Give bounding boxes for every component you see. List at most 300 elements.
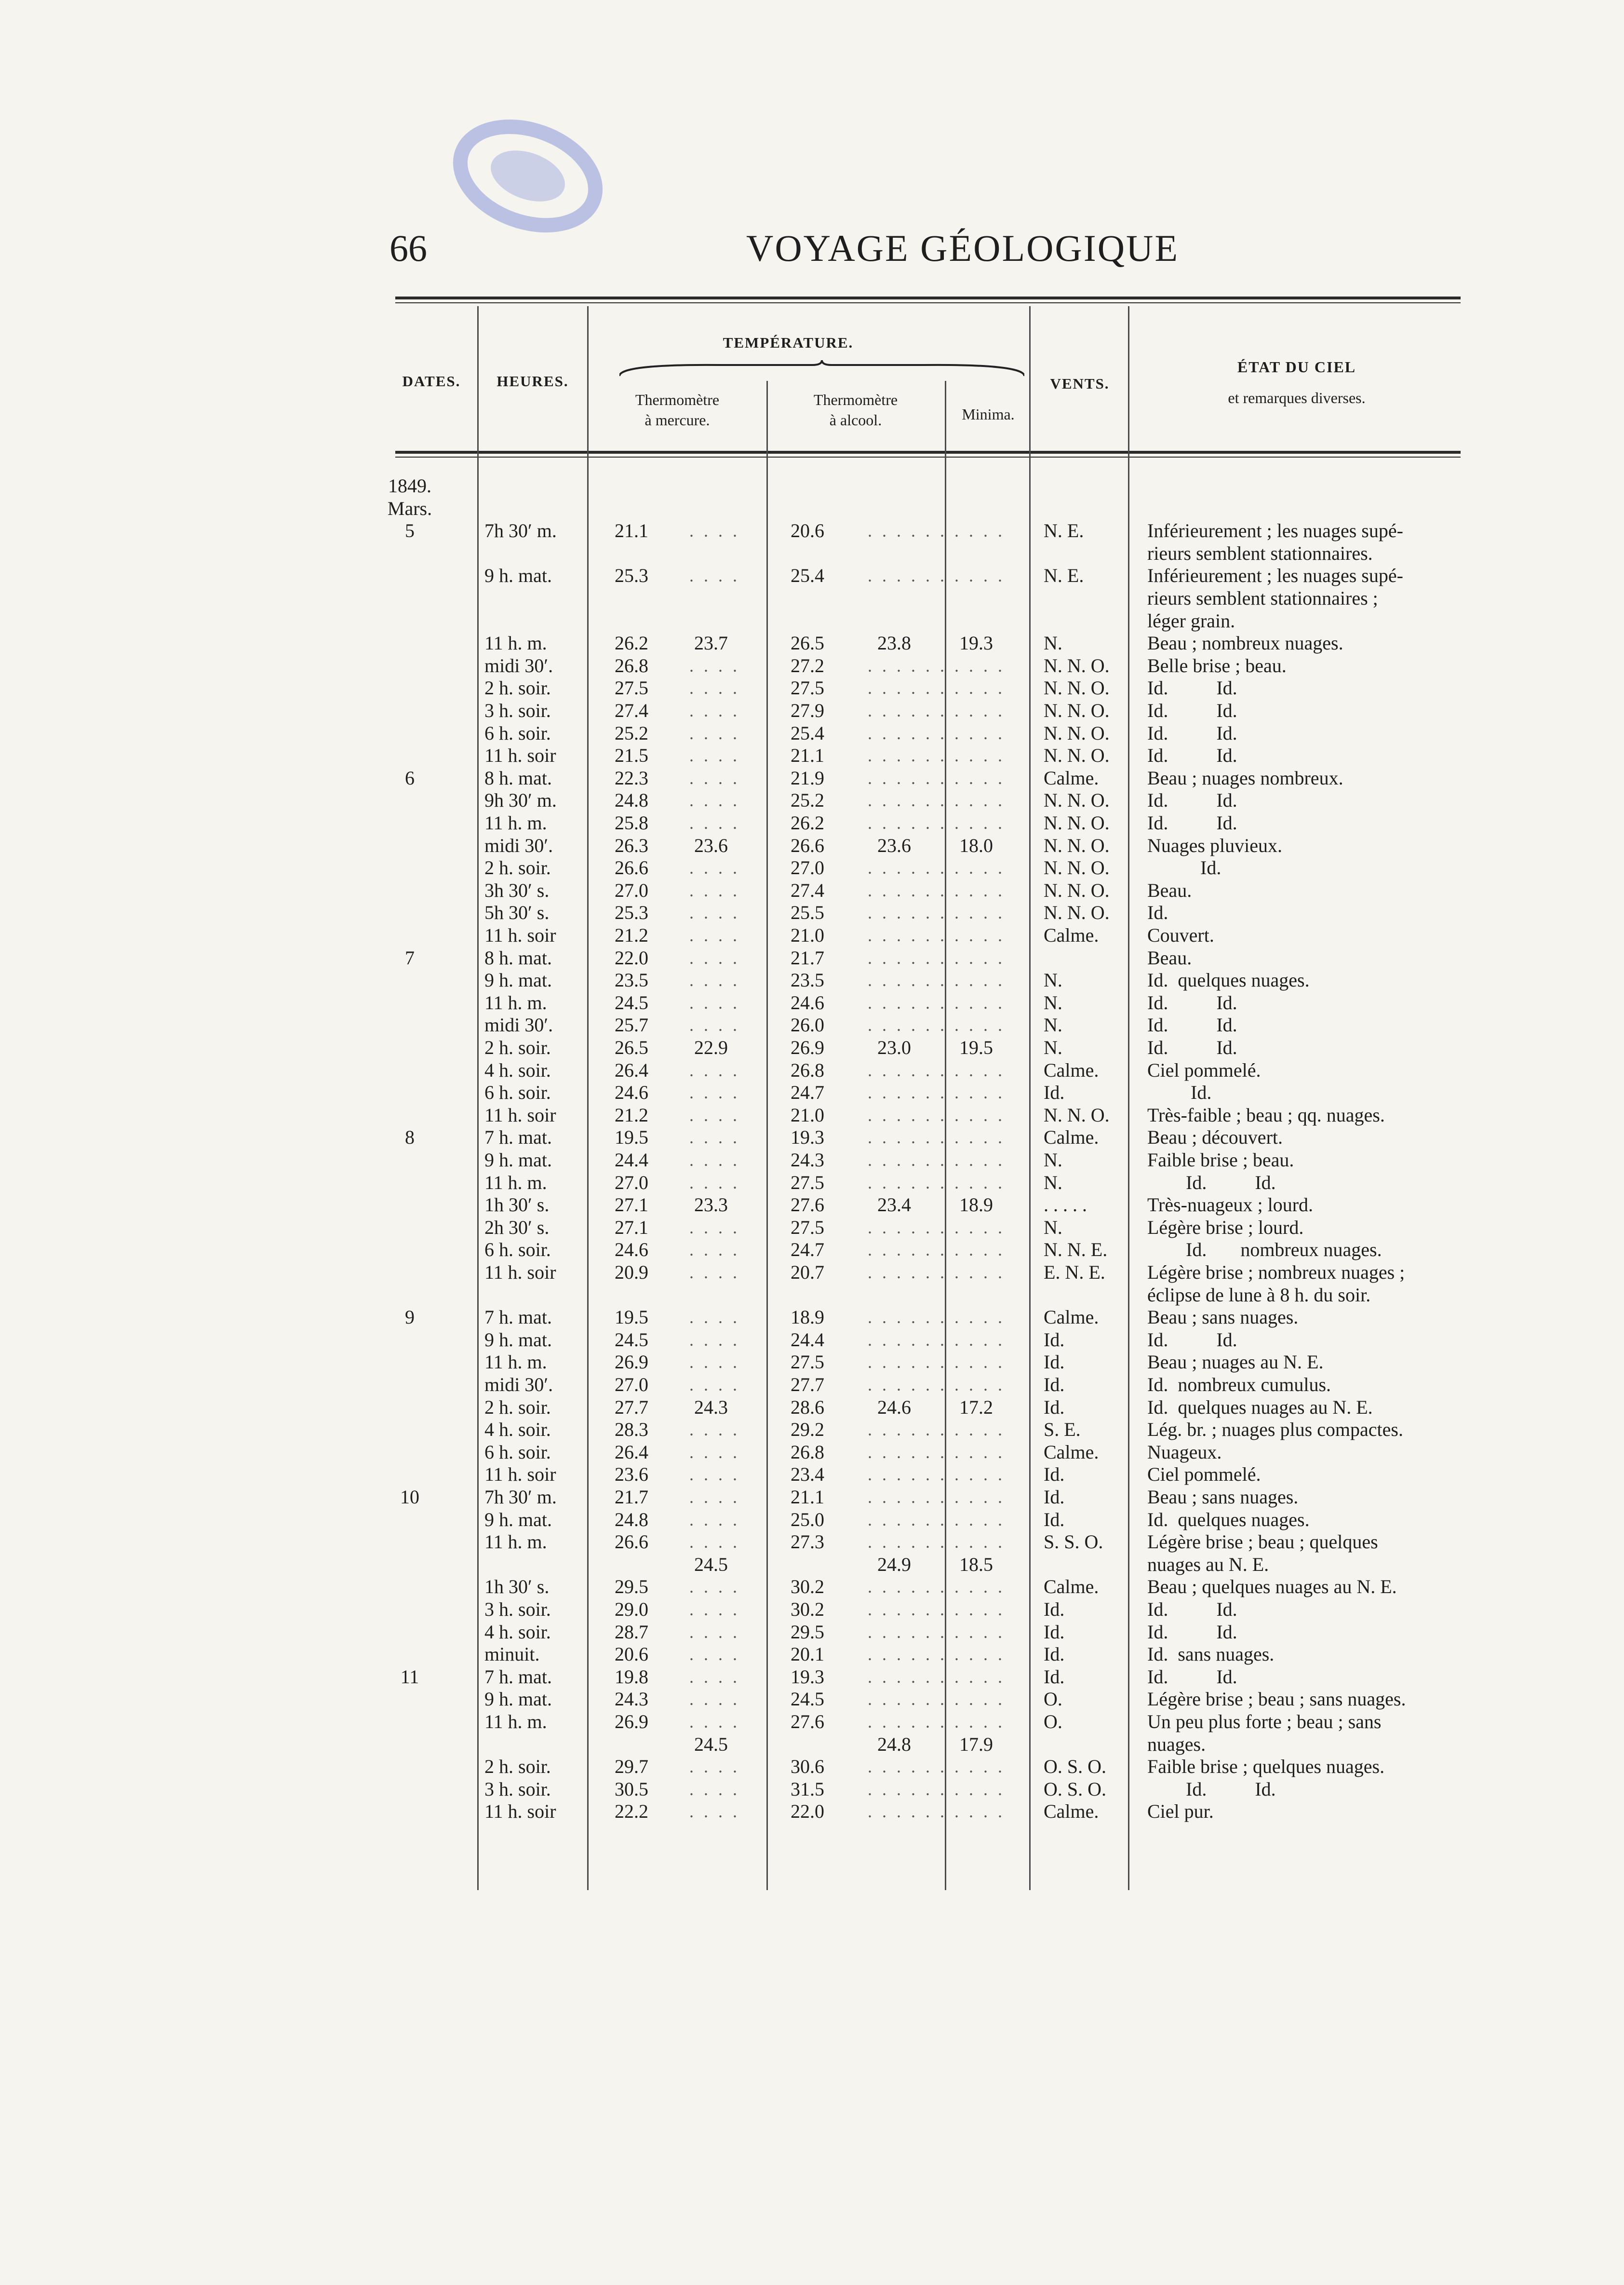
cell-mercure: 26.4	[615, 1059, 648, 1081]
cell-heure: 7 h. mat.	[484, 1126, 552, 1149]
cell-heure: midi 30′.	[484, 1374, 553, 1395]
cell-heure: 7h 30′ m.	[484, 1486, 557, 1508]
cell-vent: Id.	[1044, 1643, 1065, 1665]
cell-mercure-moyenne: 23.7	[694, 632, 728, 654]
cell-mercure-moyenne: 23.6	[694, 834, 728, 856]
cell-heure: 5h 30′ s.	[484, 902, 550, 924]
cell-vent: N.	[1044, 1216, 1062, 1238]
cell-heure: 11 h. soir	[484, 1261, 556, 1283]
cell-mercure-moyenne: 24.3	[694, 1396, 728, 1418]
leader-dots: . . . .	[689, 1263, 740, 1282]
cell-mercure: 24.4	[615, 1149, 648, 1171]
cell-mercure: 24.8	[615, 1508, 648, 1530]
page-number: 66	[389, 227, 427, 269]
cell-heure: 3 h. soir.	[484, 1778, 551, 1800]
cell-alcool: 25.0	[791, 1508, 824, 1530]
cell-heure: 6 h. soir.	[484, 1082, 551, 1104]
cell-etat: Ciel pur.	[1147, 1800, 1214, 1823]
cell-alcool: 27.2	[791, 654, 824, 676]
cell-etat: Beau ; sans nuages.	[1147, 1486, 1299, 1508]
cell-etat: Id.	[1147, 857, 1221, 879]
cell-heure: 1h 30′ s.	[484, 1576, 550, 1598]
cell-mercure: 29.5	[615, 1576, 648, 1598]
leader-dots: . . . . . . . . . .	[868, 1712, 1005, 1731]
cell-mercure: 24.3	[615, 1688, 648, 1710]
weather-table	[381, 475, 1470, 1873]
cell-minima: 17.9	[959, 1733, 993, 1755]
cell-vent: Id.	[1044, 1508, 1065, 1530]
cell-heure: 8 h. mat.	[484, 767, 552, 789]
cell-alcool: 26.0	[791, 1014, 824, 1036]
cell-heure: 8 h. mat.	[484, 946, 552, 969]
cell-alcool: 24.3	[791, 1149, 824, 1171]
cell-alcool: 24.4	[791, 1328, 824, 1351]
cell-heure: 9 h. mat.	[484, 1508, 552, 1530]
cell-etat: nuages.	[1147, 1733, 1206, 1755]
cell-alcool: 26.8	[791, 1059, 824, 1081]
leader-dots: . . . .	[689, 926, 740, 945]
cell-heure: 3 h. soir.	[484, 700, 551, 721]
col-header-dates: DATES.	[402, 373, 461, 390]
leader-dots: . . . . . . . . . .	[868, 1487, 1005, 1507]
cell-heure: 2 h. soir.	[484, 1037, 551, 1058]
cell-etat: nuages au N. E.	[1147, 1553, 1269, 1575]
cell-alcool: 24.7	[791, 1239, 824, 1261]
cell-etat: Id. Id.	[1147, 1665, 1237, 1688]
leader-dots: . . . .	[689, 880, 740, 900]
cell-etat: Id. Id.	[1147, 1037, 1237, 1058]
cell-vent: O.	[1044, 1688, 1062, 1710]
page-title: VOYAGE GÉOLOGIQUE	[746, 227, 1180, 269]
cell-vent: N. N. O.	[1044, 902, 1110, 924]
leader-dots: . . . . . . . . . .	[868, 1757, 1005, 1777]
leader-dots: . . . .	[689, 1779, 740, 1799]
cell-heure: midi 30′.	[484, 834, 553, 856]
leader-dots: . . . .	[689, 1173, 740, 1192]
cell-etat: Beau ; découvert.	[1147, 1126, 1283, 1149]
cell-alcool: 21.0	[791, 1104, 824, 1126]
leader-dots: . . . .	[689, 1667, 740, 1687]
cell-alcool: 30.2	[791, 1598, 824, 1620]
cell-alcool: 21.9	[791, 767, 824, 789]
cell-mercure: 26.5	[615, 1037, 648, 1058]
leader-dots: . . . . . . . . . .	[868, 1442, 1005, 1462]
leader-dots: . . . .	[689, 521, 740, 541]
cell-mercure: 28.3	[615, 1419, 648, 1441]
cell-etat: Faible brise ; quelques nuages.	[1147, 1756, 1385, 1778]
leader-dots: . . . .	[689, 768, 740, 788]
cell-mercure: 21.5	[615, 744, 648, 767]
cell-alcool: 27.4	[791, 879, 824, 901]
leader-dots: . . . .	[689, 1217, 740, 1237]
cell-alcool: 21.7	[791, 946, 824, 969]
cell-etat: Id. Id.	[1147, 1621, 1237, 1643]
cell-etat: Faible brise ; beau.	[1147, 1149, 1294, 1171]
cell-minima: 19.5	[959, 1037, 993, 1058]
leader-dots: . . . . . . . . . .	[868, 1645, 1005, 1664]
cell-mercure: 25.7	[615, 1014, 648, 1036]
top-rule	[395, 297, 1461, 299]
col-header-temperature: TEMPÉRATURE.	[723, 334, 854, 351]
cell-etat: Id.	[1147, 1082, 1212, 1104]
cell-mercure: 27.5	[615, 677, 648, 699]
cell-etat: Id. nombreux nuages.	[1147, 1239, 1382, 1261]
cell-vent: N.	[1044, 991, 1062, 1014]
leader-dots: . . . . . . . . . .	[868, 1015, 1005, 1035]
leader-dots: . . . . . . . . . .	[868, 678, 1005, 698]
leader-dots: . . . .	[689, 1712, 740, 1731]
cell-mercure: 27.7	[615, 1396, 648, 1418]
cell-vent: Id.	[1044, 1621, 1065, 1643]
cell-etat: Id.	[1147, 902, 1168, 924]
cell-heure: 2 h. soir.	[484, 1396, 551, 1418]
leader-dots: . . . . . . . . . .	[868, 1173, 1005, 1192]
cell-alcool: 20.1	[791, 1643, 824, 1665]
cell-vent: N. N. O.	[1044, 744, 1110, 767]
cell-vent: Calme.	[1044, 1126, 1099, 1149]
cell-mercure: 26.2	[615, 632, 648, 654]
cell-vent: Calme.	[1044, 1441, 1099, 1463]
leader-dots: . . . . . . . . . .	[868, 521, 1005, 541]
cell-mercure: 19.8	[615, 1665, 648, 1688]
cell-mercure: 26.9	[615, 1711, 648, 1732]
library-stamp	[443, 118, 617, 234]
cell-vent: Id.	[1044, 1374, 1065, 1395]
cell-heure: 11 h. soir	[484, 1800, 556, 1823]
cell-alcool: 27.5	[791, 677, 824, 699]
leader-dots: . . . . . . . . . .	[868, 1105, 1005, 1125]
cell-heure: 7 h. mat.	[484, 1665, 552, 1688]
cell-heure: 7 h. mat.	[484, 1306, 552, 1328]
cell-alcool: 29.2	[791, 1419, 824, 1441]
cell-alcool: 27.6	[791, 1711, 824, 1732]
leader-dots: . . . .	[689, 1105, 740, 1125]
leader-dots: . . . . . . . . . .	[868, 813, 1005, 833]
cell-etat: Très-nuageux ; lourd.	[1147, 1194, 1314, 1216]
leader-dots: . . . .	[689, 948, 740, 968]
leader-dots: . . . .	[689, 1465, 740, 1485]
leader-dots: . . . . . . . . . .	[868, 903, 1005, 923]
cell-vent: N.	[1044, 1149, 1062, 1171]
col-header-etat-line1: ÉTAT DU CIEL	[1237, 358, 1356, 376]
cell-alcool: 26.9	[791, 1037, 824, 1058]
cell-mercure: 27.0	[615, 879, 648, 901]
cell-etat: Id. Id.	[1147, 991, 1237, 1014]
cell-mercure: 24.8	[615, 789, 648, 811]
col-header-mercure-line1: Thermomètre	[635, 391, 720, 408]
cell-vent: N.	[1044, 632, 1062, 654]
cell-mercure: 21.2	[615, 1104, 648, 1126]
cell-mercure: 27.0	[615, 1374, 648, 1395]
col-header-heures: HEURES.	[497, 373, 569, 390]
cell-etat: Nuageux.	[1147, 1441, 1222, 1463]
cell-heure: 9 h. mat.	[484, 1328, 552, 1351]
cell-mercure: 24.6	[615, 1239, 648, 1261]
cell-alcool-moyenne: 23.8	[877, 632, 911, 654]
cell-mercure: 27.1	[615, 1194, 648, 1216]
cell-mercure: 22.3	[615, 767, 648, 789]
cell-mercure: 28.7	[615, 1621, 648, 1643]
cell-etat: Id. quelques nuages.	[1147, 1508, 1310, 1530]
cell-alcool: 19.3	[791, 1126, 824, 1149]
cell-vent: N. N. O.	[1044, 654, 1110, 676]
cell-heure: 2 h. soir.	[484, 1756, 551, 1778]
leader-dots: . . . . . . . . . .	[868, 1263, 1005, 1282]
cell-mercure: 21.2	[615, 924, 648, 946]
cell-alcool: 23.4	[791, 1463, 824, 1486]
cell-mercure-moyenne: 23.3	[694, 1194, 728, 1216]
cell-heure: 11 h. soir	[484, 1104, 556, 1126]
leader-dots: . . . .	[689, 813, 740, 833]
leader-dots: . . . . . . . . . .	[868, 993, 1005, 1013]
cell-heure: 4 h. soir.	[484, 1419, 551, 1441]
leader-dots: . . . . . . . . . .	[868, 768, 1005, 788]
cell-heure: 9h 30′ m.	[484, 789, 557, 811]
cell-etat: Beau.	[1147, 946, 1192, 969]
cell-alcool: 26.6	[791, 834, 824, 856]
cell-etat: Beau.	[1147, 879, 1192, 901]
leader-dots: . . . . . . . . . .	[868, 1690, 1005, 1709]
cell-etat: Inférieurement ; les nuages supé-	[1147, 520, 1403, 542]
cell-mercure: 26.6	[615, 857, 648, 879]
cell-etat: rieurs semblent stationnaires ;	[1147, 587, 1378, 609]
cell-etat: Couvert.	[1147, 924, 1214, 946]
cell-mercure: 26.8	[615, 654, 648, 676]
cell-etat: Id. quelques nuages.	[1147, 969, 1310, 991]
leader-dots: . . . . . . . . . .	[868, 1060, 1005, 1080]
leader-dots: . . . .	[689, 993, 740, 1013]
leader-dots: . . . . . . . . . .	[868, 948, 1005, 968]
leader-dots: . . . . . . . . . .	[868, 1510, 1005, 1529]
cell-alcool: 26.2	[791, 812, 824, 834]
cell-minima: 19.3	[959, 632, 993, 654]
col-header-minima: Minima.	[962, 406, 1015, 423]
cell-mercure: 22.2	[615, 1800, 648, 1823]
leader-dots: . . . . . . . . . .	[868, 1577, 1005, 1597]
cell-alcool-moyenne: 23.6	[877, 834, 911, 856]
col-header-alcool-line1: Thermomètre	[813, 391, 898, 408]
cell-vent: N.	[1044, 969, 1062, 991]
cell-heure: 6 h. soir.	[484, 1239, 551, 1261]
cell-alcool-moyenne: 23.0	[877, 1037, 911, 1058]
cell-mercure: 24.5	[615, 991, 648, 1014]
cell-vent: N. N. O.	[1044, 1104, 1110, 1126]
cell-alcool: 21.1	[791, 1486, 824, 1508]
cell-vent: N. N. O.	[1044, 789, 1110, 811]
cell-vent: N. N. O.	[1044, 857, 1110, 879]
cell-heure: 9 h. mat.	[484, 1149, 552, 1171]
leader-dots: . . . . . . . . . .	[868, 701, 1005, 720]
leader-dots: . . . . . . . . . .	[868, 880, 1005, 900]
cell-alcool: 24.5	[791, 1688, 824, 1710]
leader-dots: . . . .	[689, 1487, 740, 1507]
leader-dots: . . . .	[689, 1420, 740, 1440]
leader-dots: . . . .	[689, 1330, 740, 1350]
cell-vent: N. N. O.	[1044, 677, 1110, 699]
leader-dots: . . . . . . . . . .	[868, 1802, 1005, 1822]
leader-dots: . . . .	[689, 1083, 740, 1103]
leader-dots: . . . .	[689, 1510, 740, 1529]
cell-date: 10	[400, 1486, 419, 1508]
leader-dots: . . . .	[689, 1150, 740, 1170]
cell-mercure: 27.4	[615, 700, 648, 721]
col-header-mercure-line2: à mercure.	[644, 411, 710, 429]
leader-dots: . . . . . . . . . .	[868, 1352, 1005, 1372]
cell-alcool: 27.5	[791, 1216, 824, 1238]
cell-date: 11	[400, 1665, 419, 1688]
leader-dots: . . . . . . . . . .	[868, 1420, 1005, 1440]
cell-heure: 7h 30′ m.	[484, 520, 557, 542]
cell-vent: Calme.	[1044, 924, 1099, 946]
leader-dots: . . . . . . . . . .	[868, 1600, 1005, 1619]
cell-alcool: 28.6	[791, 1396, 824, 1418]
cell-vent: E. N. E.	[1044, 1261, 1105, 1283]
cell-mercure: 29.0	[615, 1598, 648, 1620]
header-rule	[395, 451, 1461, 454]
cell-heure: 11 h. soir	[484, 744, 556, 767]
cell-vent: N. N. O.	[1044, 812, 1110, 834]
cell-alcool: 27.5	[791, 1351, 824, 1373]
leader-dots: . . . . . . . . . .	[868, 1217, 1005, 1237]
cell-etat: Ciel pommelé.	[1147, 1059, 1261, 1081]
cell-vent: N. N. O.	[1044, 700, 1110, 721]
cell-vent: Id.	[1044, 1328, 1065, 1351]
cell-alcool-moyenne: 24.6	[877, 1396, 911, 1418]
cell-etat: Beau ; nuages au N. E.	[1147, 1351, 1324, 1373]
cell-etat: Id. Id.	[1147, 789, 1237, 811]
cell-vent: Id.	[1044, 1463, 1065, 1486]
cell-heure: 11 h. soir	[484, 1463, 556, 1486]
cell-vent: O. S. O.	[1044, 1778, 1107, 1800]
cell-alcool: 21.0	[791, 924, 824, 946]
cell-mercure: 21.1	[615, 520, 648, 542]
cell-etat: léger grain.	[1147, 609, 1235, 632]
cell-alcool: 26.5	[791, 632, 824, 654]
col-header-etat-line2: et remarques diverses.	[1228, 389, 1366, 406]
leader-dots: . . . . . . . . . .	[868, 1240, 1005, 1260]
cell-etat: Légère brise ; lourd.	[1147, 1216, 1304, 1238]
leader-dots: . . . . . . . . . .	[868, 1375, 1005, 1394]
cell-etat: éclipse de lune à 8 h. du soir.	[1147, 1284, 1371, 1306]
cell-vent: N. N. O.	[1044, 879, 1110, 901]
cell-etat: Id. Id.	[1147, 744, 1237, 767]
cell-heure: 6 h. soir.	[484, 722, 551, 744]
cell-vent: S. E.	[1044, 1419, 1081, 1441]
cell-alcool: 25.5	[791, 902, 824, 924]
leader-dots: . . . .	[689, 1645, 740, 1664]
cell-vent: N.	[1044, 1171, 1062, 1193]
leader-dots: . . . .	[689, 1352, 740, 1372]
leader-dots: . . . . . . . . . .	[868, 971, 1005, 990]
cell-heure: midi 30′.	[484, 654, 553, 676]
cell-heure: minuit.	[484, 1643, 540, 1665]
leader-dots: . . . . . . . . . .	[868, 656, 1005, 676]
cell-alcool: 22.0	[791, 1800, 824, 1823]
cell-heure: 11 h. soir	[484, 924, 556, 946]
cell-alcool: 21.1	[791, 744, 824, 767]
col-header-mercure	[593, 390, 762, 430]
cell-mercure: 25.3	[615, 565, 648, 587]
leader-dots: . . . . . . . . . .	[868, 1083, 1005, 1103]
cell-date: 7	[405, 946, 415, 969]
cell-minima: 18.5	[959, 1553, 993, 1575]
cell-mercure-moyenne: 22.9	[694, 1037, 728, 1058]
leader-dots: . . . . . . . . . .	[868, 1150, 1005, 1170]
leader-dots: . . . .	[689, 1802, 740, 1822]
cell-mercure: 19.5	[615, 1126, 648, 1149]
leader-dots: . . . .	[689, 1015, 740, 1035]
cell-heure: 1h 30′ s.	[484, 1194, 550, 1216]
cell-alcool: 30.2	[791, 1576, 824, 1598]
cell-vent: Id.	[1044, 1351, 1065, 1373]
cell-date: 5	[405, 520, 415, 542]
cell-alcool: 18.9	[791, 1306, 824, 1328]
cell-mercure: 25.3	[615, 902, 648, 924]
cell-vent: Calme.	[1044, 1576, 1099, 1598]
header-rule-thin	[395, 457, 1461, 458]
cell-etat: Id. Id.	[1147, 1014, 1237, 1036]
leader-dots: . . . . . . . . . .	[868, 746, 1005, 766]
leader-dots: . . . .	[689, 723, 740, 743]
cell-mercure-moyenne: 24.5	[694, 1553, 728, 1575]
cell-heure: 4 h. soir.	[484, 1059, 551, 1081]
cell-mercure: 30.5	[615, 1778, 648, 1800]
cell-etat: Id. Id.	[1147, 1171, 1276, 1193]
cell-minima: 18.9	[959, 1194, 993, 1216]
leader-dots: . . . . . . . . . .	[868, 1622, 1005, 1642]
cell-etat: Beau ; nombreux nuages.	[1147, 632, 1343, 654]
cell-alcool: 20.6	[791, 520, 824, 542]
cell-heure: 9 h. mat.	[484, 969, 552, 991]
leader-dots: . . . .	[689, 1622, 740, 1642]
cell-mercure: 24.5	[615, 1328, 648, 1351]
cell-vent: Calme.	[1044, 1306, 1099, 1328]
cell-mercure: 22.0	[615, 946, 648, 969]
cell-mercure: 26.3	[615, 834, 648, 856]
col-header-alcool	[771, 390, 940, 430]
cell-date: 8	[405, 1126, 415, 1149]
cell-mercure: 26.6	[615, 1531, 648, 1553]
cell-mercure-moyenne: 24.5	[694, 1733, 728, 1755]
cell-date: 1849.	[388, 475, 431, 497]
cell-alcool: 24.7	[791, 1082, 824, 1104]
leader-dots: . . . .	[689, 858, 740, 878]
cell-mercure: 26.4	[615, 1441, 648, 1463]
cell-etat: Très-faible ; beau ; qq. nuages.	[1147, 1104, 1385, 1126]
cell-mercure: 21.7	[615, 1486, 648, 1508]
cell-vent: Calme.	[1044, 767, 1099, 789]
leader-dots: . . . . . . . . . .	[868, 566, 1005, 586]
cell-vent: N.	[1044, 1014, 1062, 1036]
cell-alcool: 27.9	[791, 700, 824, 721]
leader-dots: . . . . . . . . . .	[868, 1308, 1005, 1327]
cell-minima: 18.0	[959, 834, 993, 856]
cell-alcool: 27.7	[791, 1374, 824, 1395]
cell-mercure: 29.7	[615, 1756, 648, 1778]
cell-etat: Beau ; sans nuages.	[1147, 1306, 1299, 1328]
cell-etat: Id. quelques nuages au N. E.	[1147, 1396, 1373, 1418]
cell-alcool: 24.6	[791, 991, 824, 1014]
cell-mercure: 27.1	[615, 1216, 648, 1238]
cell-etat: rieurs semblent stationnaires.	[1147, 542, 1373, 564]
cell-date: Mars.	[387, 497, 432, 519]
cell-mercure: 20.9	[615, 1261, 648, 1283]
leader-dots: . . . .	[689, 1060, 740, 1080]
col-header-alcool-line2: à alcool.	[829, 411, 882, 429]
cell-vent: N. N. O.	[1044, 834, 1110, 856]
cell-etat: Id. Id.	[1147, 1328, 1237, 1351]
cell-etat: Lég. br. ; nuages plus compactes.	[1147, 1419, 1403, 1441]
